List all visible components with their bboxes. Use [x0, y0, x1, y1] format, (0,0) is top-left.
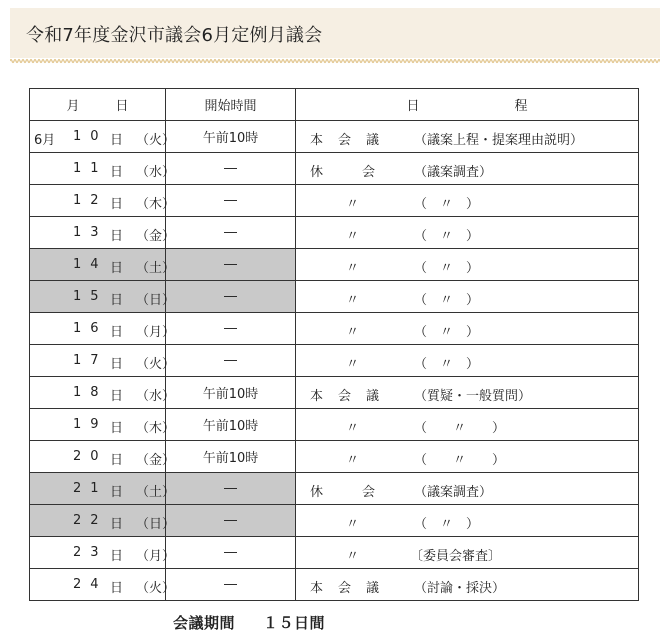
schedule-type: 〃	[346, 453, 360, 468]
date-weekday: （木）	[136, 421, 176, 436]
table-row	[30, 249, 639, 281]
schedule-detail: （ 〃 ）	[414, 453, 506, 468]
date-weekday: （月）	[136, 325, 176, 340]
schedule-cell	[296, 185, 639, 217]
start-time-cell: ―	[166, 249, 296, 281]
date-day: 17	[73, 353, 108, 368]
date-cell	[30, 249, 176, 281]
date-month: 6月	[34, 133, 56, 148]
date-cell	[30, 441, 176, 473]
schedule-cell	[296, 121, 639, 153]
date-day-suffix: 日	[110, 133, 124, 148]
header-start-time: 開始時間	[166, 89, 296, 121]
schedule-cell	[296, 505, 639, 537]
start-time-cell: ―	[166, 345, 296, 377]
date-cell	[30, 377, 176, 409]
date-day-suffix: 日	[110, 165, 124, 180]
schedule-cell	[296, 409, 639, 441]
date-day: 20	[73, 449, 108, 464]
date-cell	[30, 185, 176, 217]
header-date	[30, 89, 166, 121]
schedule-detail: （ 〃 ）	[414, 517, 480, 532]
table-row	[30, 537, 639, 569]
page-title: 令和7年度金沢市議会6月定例月議会	[26, 25, 323, 46]
schedule-type: 〃	[346, 421, 360, 436]
table-row	[30, 345, 639, 377]
schedule-type: 本 会 議	[310, 581, 381, 596]
table-row	[30, 441, 639, 473]
start-time-cell: ―	[166, 217, 296, 249]
date-cell	[30, 313, 176, 345]
schedule-cell	[296, 313, 639, 345]
date-day-suffix: 日	[110, 581, 124, 596]
table-row	[30, 313, 639, 345]
meeting-period-label: 会議期間	[173, 614, 236, 632]
schedule-type: 〃	[346, 549, 360, 564]
table-row	[30, 153, 639, 185]
date-day: 18	[73, 385, 108, 400]
date-day: 22	[73, 513, 108, 528]
schedule-cell	[296, 345, 639, 377]
date-cell	[30, 121, 176, 153]
date-weekday: （火）	[136, 581, 176, 596]
date-day-suffix: 日	[110, 453, 124, 468]
date-day-suffix: 日	[110, 549, 124, 564]
schedule-cell	[296, 281, 639, 313]
date-day: 14	[73, 257, 108, 272]
header-schedule	[296, 89, 639, 121]
date-day-suffix: 日	[110, 229, 124, 244]
date-day: 15	[73, 289, 108, 304]
schedule-type: 休 会	[310, 165, 376, 180]
start-time-cell: ―	[166, 505, 296, 537]
schedule-type: 〃	[346, 261, 360, 276]
date-day-suffix: 日	[110, 261, 124, 276]
schedule-detail: 〔委員会審査〕	[410, 549, 502, 564]
date-weekday: （日）	[136, 517, 176, 532]
table-row	[30, 281, 639, 313]
schedule-cell	[296, 537, 639, 569]
schedule-detail: （ 〃 ）	[414, 197, 480, 212]
start-time-cell: 午前10時	[166, 409, 296, 441]
date-cell	[30, 505, 176, 537]
date-day-suffix: 日	[110, 517, 124, 532]
date-day: 12	[73, 193, 108, 208]
schedule-detail: （議案調査）	[414, 485, 493, 500]
date-cell	[30, 473, 176, 505]
date-day: 19	[73, 417, 108, 432]
date-day-suffix: 日	[110, 357, 124, 372]
start-time-cell: 午前10時	[166, 377, 296, 409]
meeting-period-value: １５日間	[263, 614, 326, 632]
schedule-type: 〃	[346, 517, 360, 532]
date-cell	[30, 153, 176, 185]
date-day: 13	[73, 225, 108, 240]
date-weekday: （火）	[136, 357, 176, 372]
table-row	[30, 409, 639, 441]
schedule-detail: （討論・採決）	[414, 581, 506, 596]
date-day-suffix: 日	[110, 421, 124, 436]
date-weekday: （火）	[136, 133, 176, 148]
date-day-suffix: 日	[110, 197, 124, 212]
schedule-table	[29, 88, 639, 601]
start-time-cell: ―	[166, 281, 296, 313]
start-time-cell: ―	[166, 153, 296, 185]
table-row	[30, 569, 639, 601]
start-time-cell: ―	[166, 569, 296, 601]
date-day: 11	[73, 161, 108, 176]
date-day: 24	[73, 577, 108, 592]
schedule-detail: （ 〃 ）	[414, 421, 506, 436]
date-weekday: （水）	[136, 165, 176, 180]
schedule-type: 〃	[346, 325, 360, 340]
schedule-cell	[296, 473, 639, 505]
date-cell	[30, 217, 176, 249]
schedule-detail: （議案上程・提案理由説明）	[414, 133, 584, 148]
header-day-label: 日	[115, 99, 129, 114]
page-header	[10, 8, 660, 58]
header-schedule-left: 日	[406, 99, 420, 114]
schedule-detail: （ 〃 ）	[414, 325, 480, 340]
date-cell	[30, 409, 176, 441]
schedule-cell	[296, 569, 639, 601]
date-day-suffix: 日	[110, 293, 124, 308]
date-weekday: （水）	[136, 389, 176, 404]
schedule-type: 休 会	[310, 485, 376, 500]
table-header-row	[30, 89, 639, 121]
table-row	[30, 473, 639, 505]
date-weekday: （土）	[136, 485, 176, 500]
table-row	[30, 217, 639, 249]
date-day: 16	[73, 321, 108, 336]
schedule-cell	[296, 377, 639, 409]
table-row	[30, 121, 639, 153]
date-day-suffix: 日	[110, 325, 124, 340]
date-day: 21	[73, 481, 108, 496]
schedule-type: 本 会 議	[310, 133, 381, 148]
date-day-suffix: 日	[110, 485, 124, 500]
date-weekday: （日）	[136, 293, 176, 308]
date-weekday: （木）	[136, 197, 176, 212]
table-row	[30, 185, 639, 217]
schedule-detail: （議案調査）	[414, 165, 493, 180]
date-day: 23	[73, 545, 108, 560]
start-time-cell: 午前10時	[166, 441, 296, 473]
header-schedule-right: 程	[514, 99, 528, 114]
schedule-detail: （ 〃 ）	[414, 261, 480, 276]
start-time-cell: ―	[166, 185, 296, 217]
header-wavy-divider	[10, 58, 660, 64]
schedule-type: 〃	[346, 293, 360, 308]
start-time-cell: ―	[166, 313, 296, 345]
schedule-cell	[296, 441, 639, 473]
date-weekday: （金）	[136, 453, 176, 468]
meeting-period	[173, 612, 325, 633]
start-time-cell: 午前10時	[166, 121, 296, 153]
schedule-cell	[296, 249, 639, 281]
schedule-cell	[296, 217, 639, 249]
schedule-type: 〃	[346, 197, 360, 212]
date-weekday: （金）	[136, 229, 176, 244]
table-row	[30, 377, 639, 409]
schedule-detail: （ 〃 ）	[414, 293, 480, 308]
schedule-cell	[296, 153, 639, 185]
date-weekday: （土）	[136, 261, 176, 276]
schedule-detail: （ 〃 ）	[414, 229, 480, 244]
date-cell	[30, 569, 176, 601]
schedule-type: 〃	[346, 229, 360, 244]
date-cell	[30, 537, 176, 569]
start-time-cell: ―	[166, 473, 296, 505]
date-cell	[30, 281, 176, 313]
date-day: 10	[73, 129, 108, 144]
schedule-detail: （質疑・一般質問）	[414, 389, 532, 404]
start-time-cell: ―	[166, 537, 296, 569]
schedule-type: 〃	[346, 357, 360, 372]
schedule-type: 本 会 議	[310, 389, 381, 404]
table-row	[30, 505, 639, 537]
header-month-label: 月	[66, 99, 80, 114]
date-cell	[30, 345, 176, 377]
schedule-detail: （ 〃 ）	[414, 357, 480, 372]
date-day-suffix: 日	[110, 389, 124, 404]
date-weekday: （月）	[136, 549, 176, 564]
